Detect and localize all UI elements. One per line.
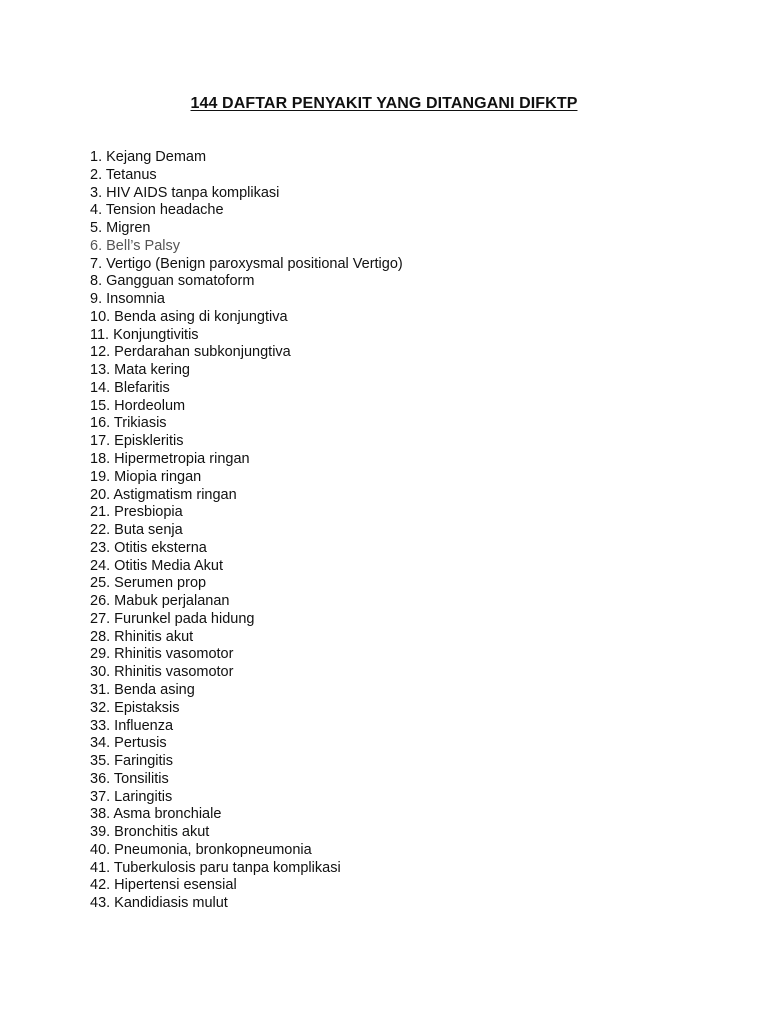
list-item: 22. Buta senja <box>90 522 183 539</box>
page-title <box>0 94 768 114</box>
list-item: 16. Trikiasis <box>90 415 167 432</box>
list-item: 17. Episkleritis <box>90 433 184 450</box>
list-item: 10. Benda asing di konjungtiva <box>90 308 288 325</box>
list-item: 29. Rhinitis vasomotor <box>90 646 234 663</box>
list-item: 36. Tonsilitis <box>90 770 169 787</box>
list-item: 42. Hipertensi esensial <box>90 877 237 894</box>
list-item: 41. Tuberkulosis paru tanpa komplikasi <box>90 859 341 876</box>
list-item: 3. HIV AIDS tanpa komplikasi <box>90 184 280 201</box>
list-item: 35. Faringitis <box>90 753 174 770</box>
list-item: 43. Kandidiasis mulut <box>90 895 228 912</box>
list-item: 13. Mata kering <box>90 362 190 379</box>
list-item: 37. Laringitis <box>90 788 173 805</box>
list-item: 5. Migren <box>90 220 151 237</box>
list-item: 7. Vertigo (Benign paroxysmal positional Vertigo) <box>90 255 403 272</box>
list-item: 1. Kejang Demam <box>90 149 207 165</box>
list-item: 32. Epistaksis <box>90 699 180 716</box>
list-item: 21. Presbiopia <box>90 504 183 521</box>
list-item: 24. Otitis Media Akut <box>90 557 223 574</box>
list-item: 25. Serumen prop <box>90 575 207 592</box>
list-item: 39. Bronchitis akut <box>90 824 210 841</box>
list-item: 38. Asma bronchiale <box>90 806 222 823</box>
list-item: 4. Tension headache <box>90 202 224 219</box>
list-item: 6. Bell’s Palsy <box>90 237 180 254</box>
page-title-text: 144 DAFTAR PENYAKIT YANG DITANGANI DIFKTP <box>190 95 578 112</box>
list-item: 40. Pneumonia, bronkopneumonia <box>90 841 312 858</box>
list-item: 19. Miopia ringan <box>90 468 202 485</box>
list-item: 33. Influenza <box>90 717 174 734</box>
list-item: 28. Rhinitis akut <box>90 628 194 645</box>
list-item: 12. Perdarahan subkonjungtiva <box>90 344 291 361</box>
list-item: 14. Blefaritis <box>90 379 170 396</box>
list-item: 30. Rhinitis vasomotor <box>90 664 234 681</box>
disease-list <box>90 149 403 913</box>
list-item: 26. Mabuk perjalanan <box>90 593 230 610</box>
list-item: 8. Gangguan somatoform <box>90 273 255 290</box>
list-item: 2. Tetanus <box>90 166 157 183</box>
list-item: 27. Furunkel pada hidung <box>90 610 255 627</box>
list-item: 31. Benda asing <box>90 681 195 698</box>
list-item: 11. Konjungtivitis <box>90 326 199 343</box>
list-item: 15. Hordeolum <box>90 397 186 414</box>
list-item: 9. Insomnia <box>90 291 165 308</box>
list-item: 18. Hipermetropia ringan <box>90 451 250 468</box>
list-item: 23. Otitis eksterna <box>90 539 207 556</box>
list-item: 20. Astigmatism ringan <box>90 486 237 503</box>
list-item: 34. Pertusis <box>90 735 167 752</box>
